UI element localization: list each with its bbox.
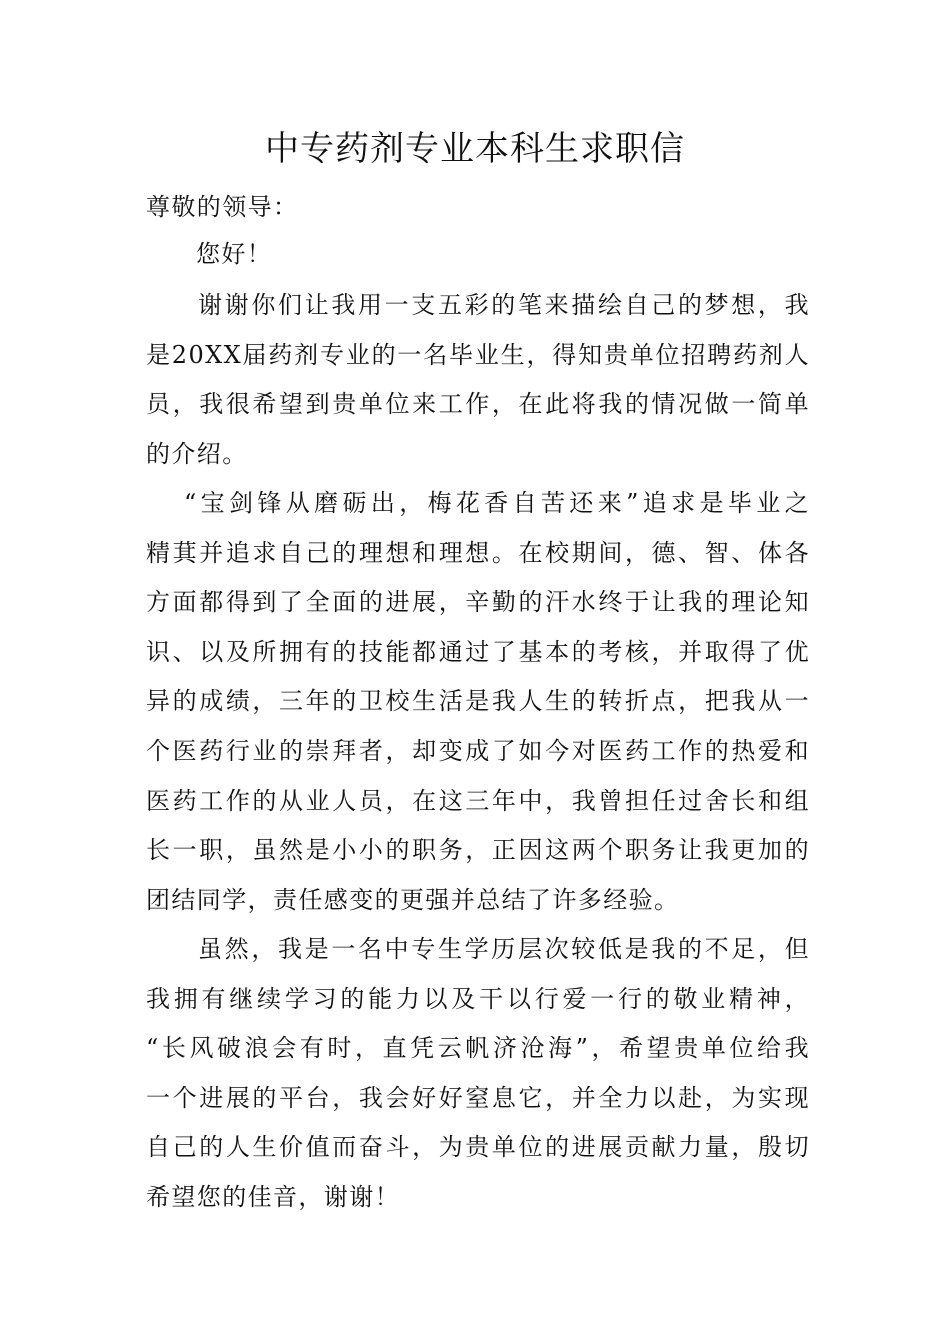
paragraph-line: 个医药行业的崇拜者，却变成了如今对医药工作的热爱和 <box>146 736 810 765</box>
paragraph-line: 是20XX届药剂专业的一名毕业生，得知贵单位招聘药剂人 <box>146 340 810 369</box>
paragraph-line: 长一职，虽然是小小的职务，正因这两个职务让我更加的 <box>146 836 810 865</box>
paragraph-3 <box>146 925 810 1223</box>
paragraph-1 <box>146 281 810 479</box>
paragraph-line: 团结同学，责任感变的更强并总结了许多经验。 <box>146 885 680 914</box>
paragraph-line: 希望您的佳音，谢谢！ <box>146 1182 400 1211</box>
paragraph-line: 虽然，我是一名中专生学历层次较低是我的不足，但 <box>198 935 810 963</box>
paragraph-line: 医药工作的从业人员，在这三年中，我曾担任过舍长和组 <box>146 786 810 815</box>
paragraph-line: “长风破浪会有时，直凭云帆济沧海”，希望贵单位给我 <box>146 1034 810 1063</box>
paragraph-line: 自己的人生价值而奋斗，为贵单位的进展贡献力量，殷切 <box>146 1133 810 1162</box>
paragraph-line: 我拥有继续学习的能力以及干以行爱一行的敬业精神， <box>146 984 810 1013</box>
paragraph-line: 异的成绩，三年的卫校生活是我人生的转折点，把我从一 <box>146 687 810 716</box>
paragraph-line: 一个进展的平台，我会好好窒息它，并全力以赴，为实现 <box>146 1083 810 1112</box>
paragraph-line: 谢谢你们让我用一支五彩的笔来描绘自己的梦想，我 <box>198 291 810 319</box>
paragraph-line: 方面都得到了全面的进展，辛勤的汗水终于让我的理论知 <box>146 588 810 617</box>
document-title: 中专药剂专业本科生求职信 <box>265 129 685 169</box>
paragraph-line: 的介绍。 <box>146 439 248 468</box>
salutation: 尊敬的领导： <box>146 193 299 221</box>
greeting: 您好！ <box>196 240 273 268</box>
paragraph-line: 识、以及所拥有的技能都通过了基本的考核，并取得了优 <box>146 637 810 666</box>
paragraph-line: “宝剑锋从磨砺出，梅花香自苦还来”追求是毕业之 <box>184 489 810 517</box>
paragraph-line: 精萁并追求自己的理想和理想。在校期间，德、智、体各 <box>146 538 810 567</box>
paragraph-2 <box>146 479 810 925</box>
paragraph-line: 员，我很希望到贵单位来工作，在此将我的情况做一简单 <box>146 390 810 419</box>
